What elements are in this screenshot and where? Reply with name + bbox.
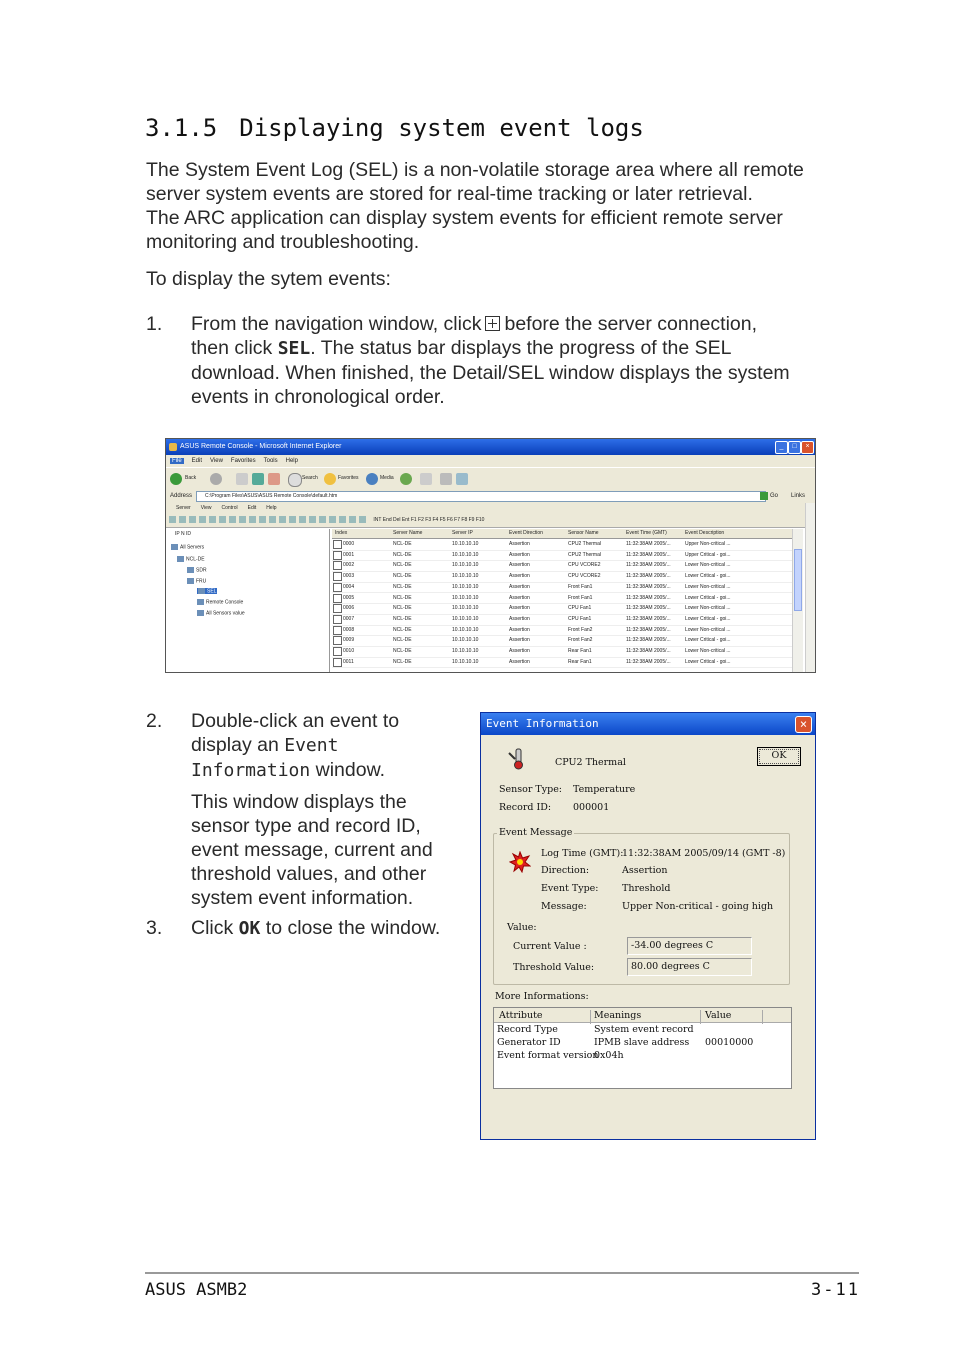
key-buttons-text[interactable]: INT End Del Ent F1 F2 F3 F4 F5 F6 F7 F8 F9 F10 xyxy=(373,517,485,523)
table-cell: CPU2 Thermal xyxy=(568,541,601,547)
step-1 xyxy=(146,312,846,412)
menu-file[interactable]: File xyxy=(172,458,182,464)
home-icon[interactable] xyxy=(268,473,280,485)
col-index[interactable]: Index xyxy=(335,530,348,536)
tree-item-all-servers[interactable] xyxy=(171,544,204,550)
table-cell: 10.10.10.10 xyxy=(452,658,479,665)
address-bar xyxy=(166,489,815,504)
section-number: 3.1.5 xyxy=(145,114,218,142)
col-event-description[interactable]: Event Description xyxy=(685,530,725,536)
table-cell: Assertion xyxy=(509,594,530,601)
server-icon xyxy=(177,556,184,562)
sensor-type-label: Sensor Type: xyxy=(499,784,563,795)
table-cell: 10.10.10.10 xyxy=(452,583,479,590)
tree-item-sensors[interactable] xyxy=(197,610,245,616)
table-cell: Assertion xyxy=(509,562,530,569)
step-text: . The status bar displays the progress of the SEL xyxy=(310,337,732,359)
alert-icon xyxy=(509,851,531,873)
step-text: sensor type and record ID, xyxy=(191,815,421,837)
tree-label: Remote Console xyxy=(206,599,244,606)
step-text: Click xyxy=(191,917,234,939)
edit-icon[interactable] xyxy=(456,473,468,485)
col-server-ip[interactable]: Server IP xyxy=(452,530,473,536)
list-header xyxy=(494,1008,791,1023)
tree-label: All Sensors value xyxy=(206,610,245,617)
table-cell: Assertion xyxy=(509,648,530,654)
tree-label: All Servers xyxy=(180,544,205,551)
go-icon[interactable] xyxy=(760,492,768,500)
event-record-icon xyxy=(333,594,342,603)
section-heading xyxy=(145,114,644,142)
table-cell: 0011 xyxy=(343,658,354,665)
browser-toolbar xyxy=(166,467,815,491)
footer-product: ASUS ASMB2 xyxy=(145,1280,248,1300)
step-text: system event information. xyxy=(191,887,414,909)
step-text: events in chronological order. xyxy=(191,386,445,408)
table-cell: NCL-DE xyxy=(393,551,412,558)
keyword-information: Information xyxy=(191,760,311,781)
step-text: Double-click an event to xyxy=(191,710,400,732)
table-cell: Rear Fan1 xyxy=(568,648,592,654)
table-cell: NCL-DE xyxy=(393,573,412,580)
dialog-title: Event Information xyxy=(486,717,599,730)
step-number: 1. xyxy=(146,313,163,335)
tree-label: NCL-DE xyxy=(186,556,205,563)
tree-item-fru[interactable] xyxy=(187,578,206,584)
tool-icon[interactable] xyxy=(359,516,366,523)
table-cell: Assertion xyxy=(509,626,530,633)
app-menu-view[interactable]: View xyxy=(200,505,212,511)
tree-item-server[interactable] xyxy=(177,556,205,562)
table-cell: Front Fan2 xyxy=(568,637,593,644)
sensor-icon xyxy=(197,610,204,616)
table-cell: 11:32:38AM 2005/... xyxy=(626,626,671,633)
table-cell: Lower Non-critical ... xyxy=(685,583,731,590)
table-cell: 10.10.10.10 xyxy=(452,648,479,654)
table-cell: Assertion xyxy=(509,551,530,558)
tree-item-sel[interactable] xyxy=(197,588,217,594)
go-label[interactable]: Go xyxy=(770,493,779,499)
table-cell: 0007 xyxy=(343,615,355,622)
col-event-time[interactable]: Event Time (GMT) xyxy=(626,530,667,536)
section-title: Displaying system event logs xyxy=(239,114,644,142)
back-icon[interactable] xyxy=(170,473,182,485)
table-cell: Front Fan1 xyxy=(568,583,593,590)
table-cell: Lower Non-critical ... xyxy=(685,562,731,569)
sensor-name: CPU2 Thermal xyxy=(555,757,626,768)
table-cell: 0005 xyxy=(343,594,355,601)
table-cell: CPU2 Thermal xyxy=(568,551,601,558)
menu-tools[interactable]: Tools xyxy=(263,458,278,464)
table-cell: Front Fan1 xyxy=(568,594,593,601)
tool-icon[interactable] xyxy=(249,516,256,523)
table-row[interactable] xyxy=(332,657,803,669)
table-cell: CPU Fan1 xyxy=(568,615,592,622)
table-cell: Assertion xyxy=(509,605,530,612)
links-label[interactable]: Links xyxy=(791,493,806,499)
footer-rule xyxy=(145,1272,859,1274)
table-cell: 10.10.10.10 xyxy=(452,637,479,644)
list-cell: Event format version xyxy=(497,1050,599,1061)
table-cell: 11:32:38AM 2005/... xyxy=(626,648,671,654)
console-app xyxy=(166,503,815,672)
message-label: Message: xyxy=(541,901,587,912)
table-cell: 11:32:38AM 2005/... xyxy=(626,583,671,590)
refresh-icon[interactable] xyxy=(252,473,264,485)
col-meanings[interactable]: Meanings xyxy=(594,1010,642,1021)
table-cell: 0010 xyxy=(343,648,355,654)
step-text: threshold values, and other xyxy=(191,863,427,885)
step-1-text xyxy=(191,312,790,409)
step-text: This window displays the xyxy=(191,791,407,813)
table-cell: 11:32:38AM 2005/... xyxy=(626,594,671,601)
table-cell: 10.10.10.10 xyxy=(452,605,479,612)
table-cell: NCL-DE xyxy=(393,594,412,601)
tool-icon[interactable] xyxy=(299,516,306,523)
table-cell: 10.10.10.10 xyxy=(452,626,479,633)
table-cell: 10.10.10.10 xyxy=(452,541,479,547)
table-cell: 0003 xyxy=(343,573,355,580)
event-record-icon xyxy=(333,615,342,624)
table-cell: CPU VCORE2 xyxy=(568,573,601,580)
app-toolbar xyxy=(166,513,805,528)
event-record-icon xyxy=(333,540,342,549)
event-type-value: Threshold xyxy=(622,883,671,894)
event-record-icon xyxy=(333,636,342,645)
table-cell: 10.10.10.10 xyxy=(452,594,479,601)
sel-event-grid xyxy=(332,529,803,672)
list-cell: Generator ID xyxy=(497,1037,561,1048)
col-server-name[interactable]: Server Name xyxy=(393,530,423,536)
current-value-field: -34.00 degrees C xyxy=(627,937,752,955)
ok-button[interactable] xyxy=(757,747,801,766)
step-text: event message, current and xyxy=(191,839,433,861)
maximize-button[interactable]: □ xyxy=(788,441,801,454)
favorites-label: Favorites xyxy=(338,475,359,481)
step-text: then click xyxy=(191,337,273,359)
more-info-label: More Informations: xyxy=(495,991,589,1002)
table-cell: Lower Critical - goi... xyxy=(685,573,731,580)
step-3 xyxy=(146,916,466,942)
forward-icon[interactable] xyxy=(210,473,222,485)
step-3-text xyxy=(191,916,440,941)
step-number: 3. xyxy=(146,917,163,939)
lead-text: To display the sytem events: xyxy=(146,268,391,290)
intro-line: The System Event Log (SEL) is a non-volatile storage area where all remote xyxy=(146,159,804,181)
step-text: to close the window. xyxy=(265,917,441,939)
app-menu-edit[interactable]: Edit xyxy=(247,505,257,511)
direction-label: Direction: xyxy=(541,865,590,876)
table-cell: 11:32:38AM 2005/... xyxy=(626,573,671,580)
event-record-icon xyxy=(333,572,342,581)
table-cell: 0002 xyxy=(343,562,355,569)
menu-help[interactable]: Help xyxy=(285,458,298,464)
app-menu-control[interactable]: Control xyxy=(221,505,238,511)
tool-icon[interactable] xyxy=(209,516,216,523)
table-cell: Assertion xyxy=(509,583,530,590)
event-message-label: Event Message xyxy=(499,827,573,838)
event-record-icon xyxy=(333,561,342,570)
table-cell: NCL-DE xyxy=(393,562,412,569)
intro-paragraph xyxy=(146,158,804,254)
sensor-type-value: Temperature xyxy=(573,784,636,795)
record-id-label: Record ID: xyxy=(499,802,552,813)
step-number: 2. xyxy=(146,710,163,732)
log-time-label: Log Time (GMT): xyxy=(541,848,624,859)
page-scrollbar[interactable] xyxy=(805,503,815,672)
event-record-icon xyxy=(333,604,342,613)
media-label: Media xyxy=(380,475,394,481)
tool-icon[interactable] xyxy=(339,516,346,523)
browser-titlebar xyxy=(166,439,815,455)
dialog-close-button[interactable]: × xyxy=(795,716,812,733)
table-cell: 11:32:38AM 2005/... xyxy=(626,541,671,547)
intro-line: The ARC application can display system events for efficient remote server xyxy=(146,207,783,229)
table-cell: Lower Critical - goi... xyxy=(685,658,731,665)
table-cell: 10.10.10.10 xyxy=(452,562,479,569)
table-cell: Upper Non-critical ... xyxy=(685,541,731,547)
list-cell: Record Type xyxy=(497,1024,558,1035)
event-record-icon xyxy=(333,658,342,667)
table-cell: 11:32:38AM 2005/... xyxy=(626,605,671,612)
table-cell: 0006 xyxy=(343,605,355,612)
search-label: Search xyxy=(302,475,318,481)
table-cell: NCL-DE xyxy=(393,648,412,654)
sel-keyword: SEL xyxy=(277,338,311,359)
table-cell: NCL-DE xyxy=(393,637,412,644)
table-cell: 11:32:38AM 2005/... xyxy=(626,637,671,644)
col-value[interactable]: Value xyxy=(705,1010,732,1021)
tool-icon[interactable] xyxy=(219,516,226,523)
event-record-icon xyxy=(333,626,342,635)
thermometer-icon xyxy=(507,747,529,771)
history-icon[interactable] xyxy=(400,473,412,485)
table-cell: Assertion xyxy=(509,658,530,665)
scroll-thumb[interactable] xyxy=(794,549,802,611)
table-cell: 11:32:38AM 2005/... xyxy=(626,551,671,558)
browser-screenshot xyxy=(165,438,816,673)
event-record-icon xyxy=(333,583,342,592)
table-cell: NCL-DE xyxy=(393,658,412,665)
address-input[interactable]: C:\Program Files\ASUS\ASUS Remote Console\default.htm xyxy=(196,491,766,502)
intro-line: server system events are stored for real-time tracking or later retrieval. xyxy=(146,183,753,205)
more-info-list[interactable] xyxy=(493,1007,792,1089)
table-cell: 0004 xyxy=(343,583,355,590)
search-icon[interactable] xyxy=(288,473,302,487)
ie-icon xyxy=(169,443,177,451)
grid-header xyxy=(332,529,803,539)
tool-icon[interactable] xyxy=(269,516,276,523)
close-button[interactable]: × xyxy=(801,441,814,454)
app-menu-server[interactable]: Server xyxy=(176,505,191,511)
print-icon[interactable] xyxy=(440,473,452,485)
back-label: Back xyxy=(185,475,197,481)
current-value-label: Current Value : xyxy=(513,941,587,952)
tool-icon[interactable] xyxy=(259,516,266,523)
tool-icon[interactable] xyxy=(229,516,236,523)
menu-edit[interactable]: Edit xyxy=(191,458,203,464)
table-cell: Assertion xyxy=(509,615,530,622)
tree-item-remote-console[interactable] xyxy=(197,599,243,605)
ok-label: OK xyxy=(771,750,787,761)
tool-icon[interactable] xyxy=(179,516,186,523)
table-cell: Lower Non-critical ... xyxy=(685,605,731,612)
console-icon xyxy=(197,599,204,605)
table-cell: Assertion xyxy=(509,541,530,547)
tree-tabs[interactable]: IP N ID xyxy=(175,531,192,537)
step-text: display an xyxy=(191,734,279,756)
grid-scrollbar[interactable] xyxy=(792,529,803,672)
list-cell: System event record xyxy=(594,1024,694,1035)
tool-icon[interactable] xyxy=(289,516,296,523)
step-text: before the server connection, xyxy=(504,313,758,335)
tree-item-sdr[interactable] xyxy=(187,567,207,573)
tool-icon[interactable] xyxy=(189,516,196,523)
event-record-icon xyxy=(333,647,342,656)
tool-icon[interactable] xyxy=(239,516,246,523)
threshold-value-field: 80.00 degrees C xyxy=(627,958,752,976)
browser-menubar xyxy=(166,455,815,467)
footer-page-number: 3-11 xyxy=(811,1280,860,1300)
list-cell: IPMB slave address xyxy=(594,1037,690,1048)
column-divider[interactable] xyxy=(590,1010,591,1024)
tool-icon[interactable] xyxy=(169,516,176,523)
col-attribute[interactable]: Attribute xyxy=(499,1010,543,1021)
sdr-icon xyxy=(187,567,194,573)
table-cell: Lower Critical - goi... xyxy=(685,637,731,644)
table-cell: CPU VCORE2 xyxy=(568,562,601,569)
table-cell: 0000 xyxy=(343,541,355,547)
tool-icon[interactable] xyxy=(279,516,286,523)
table-cell: 0009 xyxy=(343,637,355,644)
record-id-value: 000001 xyxy=(573,802,610,813)
expand-plus-icon xyxy=(485,316,500,331)
fru-icon xyxy=(187,578,194,584)
navigation-tree xyxy=(169,529,330,672)
table-cell: 0008 xyxy=(343,626,355,633)
table-cell: Assertion xyxy=(509,637,530,644)
tool-icon[interactable] xyxy=(309,516,316,523)
intro-line: monitoring and troubleshooting. xyxy=(146,231,420,253)
sel-icon xyxy=(198,588,205,594)
menu-view[interactable]: View xyxy=(210,458,223,464)
table-cell: 10.10.10.10 xyxy=(452,573,479,580)
step-text: window. xyxy=(315,759,386,781)
keyword-event: Event xyxy=(284,735,339,756)
table-cell: Rear Fan1 xyxy=(568,658,592,665)
dialog-titlebar xyxy=(481,713,815,735)
table-cell: NCL-DE xyxy=(393,541,412,547)
step-text: download. When finished, the Detail/SEL window displays the system xyxy=(191,362,790,384)
event-record-icon xyxy=(333,551,342,560)
keyword-ok: OK xyxy=(238,918,261,939)
servers-icon xyxy=(171,544,178,550)
list-cell: 00010000 xyxy=(705,1037,754,1048)
table-cell: 10.10.10.10 xyxy=(452,551,479,558)
table-cell: 11:32:38AM 2005/... xyxy=(626,615,671,622)
table-cell: Lower Critical - goi... xyxy=(685,615,731,622)
mail-icon[interactable] xyxy=(420,473,432,485)
table-cell: 0001 xyxy=(343,551,355,558)
tree-label: FRU xyxy=(196,578,207,585)
log-time-value: 11:32:38AM 2005/09/14 (GMT -8) xyxy=(622,848,786,859)
table-cell: Upper Critical - goi... xyxy=(685,551,731,558)
stop-icon[interactable] xyxy=(236,473,248,485)
tool-icon[interactable] xyxy=(199,516,206,523)
table-cell: NCL-DE xyxy=(393,605,412,612)
table-cell: Lower Non-critical ... xyxy=(685,648,731,654)
table-cell: Lower Non-critical ... xyxy=(685,626,731,633)
event-type-label: Event Type: xyxy=(541,883,599,894)
favorites-icon[interactable] xyxy=(324,473,336,485)
col-event-direction[interactable]: Event Direction xyxy=(509,530,543,536)
table-cell: 11:32:38AM 2005/... xyxy=(626,658,671,665)
event-information-dialog xyxy=(480,712,816,1140)
table-cell: 10.10.10.10 xyxy=(452,615,479,622)
column-divider[interactable] xyxy=(762,1010,763,1024)
message-value: Upper Non-critical - going high xyxy=(622,901,774,912)
tool-icon[interactable] xyxy=(349,516,356,523)
table-cell: Front Fan2 xyxy=(568,626,593,633)
tree-label: SDR xyxy=(196,567,207,574)
address-label: Address xyxy=(170,493,193,499)
tool-icon[interactable] xyxy=(319,516,326,523)
table-cell: CPU Fan1 xyxy=(568,605,592,612)
table-cell: Assertion xyxy=(509,573,530,580)
value-label: Value: xyxy=(507,922,537,933)
menu-favorites[interactable]: Favorites xyxy=(230,458,256,464)
browser-title: ASUS Remote Console - Microsoft Internet Explorer xyxy=(180,443,342,450)
table-cell: 11:32:38AM 2005/... xyxy=(626,562,671,569)
app-menubar xyxy=(166,503,805,513)
table-cell: Lower Critical - goi... xyxy=(685,594,731,601)
tree-label: SEL xyxy=(207,588,217,595)
table-cell: NCL-DE xyxy=(393,583,412,590)
step-2 xyxy=(146,709,466,949)
col-sensor-name[interactable]: Sensor Name xyxy=(568,530,599,536)
threshold-value-label: Threshold Value: xyxy=(513,962,595,973)
minimize-button[interactable]: _ xyxy=(775,441,788,454)
step-text: From the navigation window, click xyxy=(191,313,482,335)
step-2-text xyxy=(191,709,433,910)
app-menu-help[interactable]: Help xyxy=(266,505,277,511)
list-cell: 0x04h xyxy=(594,1050,624,1061)
table-cell: NCL-DE xyxy=(393,615,412,622)
table-cell: NCL-DE xyxy=(393,626,412,633)
media-icon[interactable] xyxy=(366,473,378,485)
direction-value: Assertion xyxy=(622,865,668,876)
tool-icon[interactable] xyxy=(329,516,336,523)
column-divider[interactable] xyxy=(700,1010,701,1024)
